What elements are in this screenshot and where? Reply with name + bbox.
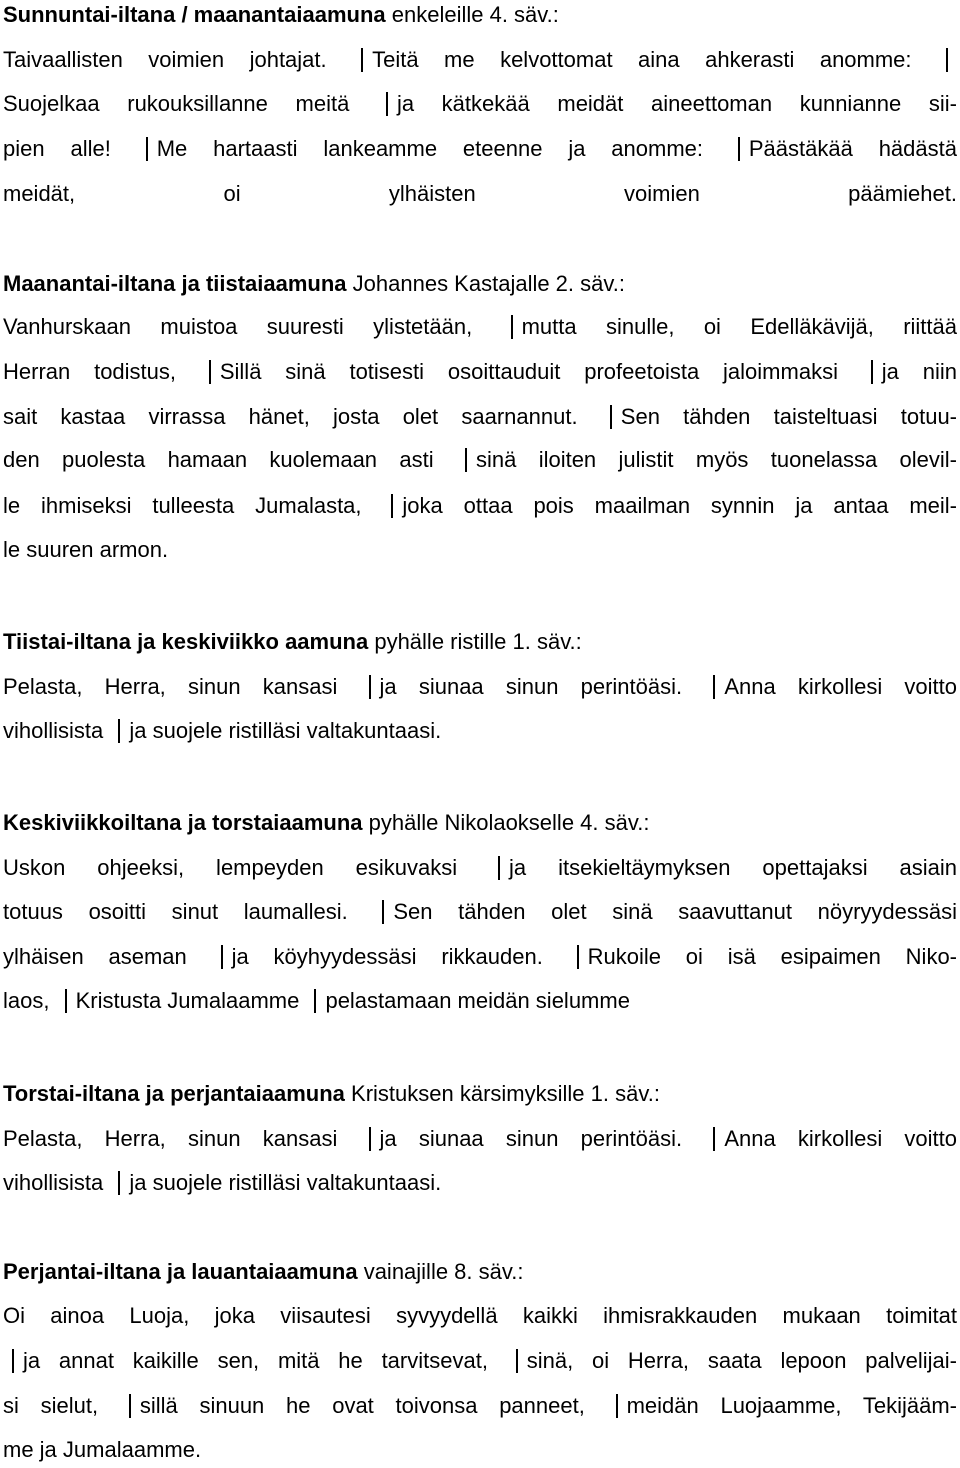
text-segment: Teitä me kelvottomat aina ahkerasti anomme: xyxy=(372,47,937,72)
text-segment: vihollisista xyxy=(3,1170,110,1195)
text-segment: sinä iloiten julistit myös tuonelassa olevil- xyxy=(475,447,957,472)
verse-separator-bar xyxy=(361,48,363,72)
text-line xyxy=(3,1126,957,1152)
text-segment: ja siunaa sinun perintöäsi. xyxy=(379,1126,705,1151)
text-segment: sinä, oi Herra, saata lepoon palvelijai- xyxy=(526,1348,957,1373)
text-line xyxy=(3,718,441,744)
text-line xyxy=(3,91,957,117)
text-segment: Päästäkää hädästä xyxy=(748,136,957,161)
verse-separator-bar xyxy=(221,945,223,969)
verse-separator-bar xyxy=(12,1349,14,1373)
text-line xyxy=(3,1393,957,1419)
text-segment: ja annat kaikille sen, mitä he tarvitsevat, xyxy=(23,1348,507,1373)
section-heading xyxy=(3,2,559,28)
text-segment: joka ottaa pois maailman synnin ja antaa meil- xyxy=(402,493,957,518)
verse-separator-bar xyxy=(511,315,513,339)
text-segment: Me hartaasti lankeamme eteenne ja anomme: xyxy=(156,136,729,161)
text-line xyxy=(3,404,957,430)
text-segment: totuus osoitti sinut laumallesi. xyxy=(3,899,374,924)
text-line xyxy=(3,1437,201,1463)
text-segment: pien alle! xyxy=(3,136,137,161)
verse-separator-bar xyxy=(713,675,715,699)
text-segment: Rukoile oi isä esipaimen Niko- xyxy=(587,944,957,969)
text-segment: me ja Jumalaamme. xyxy=(3,1437,202,1462)
heading-bold-text: Torstai-iltana ja perjantaiaamuna xyxy=(3,1081,345,1106)
text-segment: ja niin xyxy=(881,359,958,384)
text-line xyxy=(3,1348,957,1374)
text-segment: ja kätkekää meidät aineettoman kunnianne sii- xyxy=(396,91,957,116)
text-segment: Suojelkaa rukouksillanne meitä xyxy=(3,91,377,116)
heading-bold-text: Maanantai-iltana ja tiistaiaamuna xyxy=(3,271,347,296)
text-segment: sillä sinuun he ovat toivonsa panneet, xyxy=(139,1393,607,1418)
text-segment: Sen tähden taisteltuasi totuu- xyxy=(620,404,958,429)
text-segment: ja siunaa sinun perintöäsi. xyxy=(379,674,705,699)
heading-rest-text: vainajille 8. säv.: xyxy=(357,1259,524,1284)
text-segment: Herran todistus, xyxy=(3,359,200,384)
verse-separator-bar xyxy=(118,719,120,743)
text-segment: Sen tähden olet sinä saavuttanut nöyryydessäsi xyxy=(393,899,957,924)
section-heading xyxy=(3,1081,660,1107)
text-line xyxy=(3,988,630,1014)
text-segment: meidät, oi ylhäisten voimien päämiehet. xyxy=(3,181,957,206)
text-line xyxy=(3,447,957,473)
text-line xyxy=(3,47,957,73)
text-line xyxy=(3,314,957,340)
text-segment: ja köyhyydessäsi rikkauden. xyxy=(231,944,568,969)
verse-separator-bar xyxy=(610,405,612,429)
text-segment: Taivaallisten voimien johtajat. xyxy=(3,47,353,72)
text-line xyxy=(3,359,957,385)
heading-rest-text: pyhälle ristille 1. säv.: xyxy=(368,629,582,654)
text-line xyxy=(3,537,168,563)
text-segment: Sillä sinä totisesti osoittauduit profeetoista jaloimmaksi xyxy=(219,359,862,384)
text-segment: sait kastaa virrassa hänet, josta olet saarnannut. xyxy=(3,404,601,429)
text-segment: le suuren armon. xyxy=(3,537,169,562)
verse-separator-bar xyxy=(386,92,388,116)
text-line xyxy=(3,1170,441,1196)
text-line xyxy=(3,855,957,881)
text-line xyxy=(3,136,957,162)
heading-bold-text: Perjantai-iltana ja lauantaiaamuna xyxy=(3,1259,358,1284)
verse-separator-bar xyxy=(713,1127,715,1151)
text-segment: Oi ainoa Luoja, joka viisautesi syvyydellä kaikki ihmisrakkauden mukaan toimitat xyxy=(3,1303,957,1328)
verse-separator-bar xyxy=(314,989,316,1013)
verse-separator-bar xyxy=(369,1127,371,1151)
heading-rest-text: Johannes Kastajalle 2. säv.: xyxy=(346,271,625,296)
verse-separator-bar xyxy=(146,137,148,161)
text-line xyxy=(3,674,957,700)
heading-rest-text: Kristuksen kärsimyksille 1. säv.: xyxy=(344,1081,660,1106)
verse-separator-bar xyxy=(871,360,873,384)
heading-rest-text: pyhälle Nikolaokselle 4. säv.: xyxy=(362,810,650,835)
verse-separator-bar xyxy=(946,48,948,72)
text-segment: ja itsekieltäymyksen opettajaksi asiain xyxy=(509,855,957,880)
text-segment: Anna kirkollesi voitto xyxy=(724,674,957,699)
verse-separator-bar xyxy=(209,360,211,384)
text-segment: Vanhurskaan muistoa suuresti ylistetään, xyxy=(3,314,502,339)
text-line xyxy=(3,493,957,519)
heading-rest-text: enkeleille 4. säv.: xyxy=(385,2,559,27)
text-segment: laos, xyxy=(3,988,56,1013)
verse-separator-bar xyxy=(369,675,371,699)
text-segment: meidän Luojaamme, Tekijääm- xyxy=(626,1393,957,1418)
verse-separator-bar xyxy=(65,989,67,1013)
text-segment: ja suojele ristilläsi valtakuntaasi. xyxy=(129,1170,442,1195)
text-segment: Kristusta Jumalaamme xyxy=(75,988,306,1013)
text-line xyxy=(3,944,957,970)
text-line xyxy=(3,1303,957,1329)
section-heading xyxy=(3,1259,523,1285)
text-segment: Anna kirkollesi voitto xyxy=(724,1126,957,1151)
text-segment: Pelasta, Herra, sinun kansasi xyxy=(3,674,360,699)
section-heading xyxy=(3,271,625,297)
text-segment: le ihmiseksi tulleesta Jumalasta, xyxy=(3,493,383,518)
text-segment: ja suojele ristilläsi valtakuntaasi. xyxy=(129,718,442,743)
text-segment: pelastamaan meidän sielumme xyxy=(325,988,630,1013)
text-segment: Uskon ohjeeksi, lempeyden esikuvaksi xyxy=(3,855,490,880)
verse-separator-bar xyxy=(118,1171,120,1195)
text-segment: ylhäisen aseman xyxy=(3,944,212,969)
text-line xyxy=(3,899,957,925)
text-segment: den puolesta hamaan kuolemaan asti xyxy=(3,447,456,472)
text-segment: Pelasta, Herra, sinun kansasi xyxy=(3,1126,360,1151)
text-segment: vihollisista xyxy=(3,718,110,743)
heading-bold-text: Tiistai-iltana ja keskiviikko aamuna xyxy=(3,629,369,654)
text-line xyxy=(3,181,957,207)
section-heading xyxy=(3,810,649,836)
verse-separator-bar xyxy=(391,494,393,518)
section-heading xyxy=(3,629,582,655)
verse-separator-bar xyxy=(498,856,500,880)
verse-separator-bar xyxy=(465,448,467,472)
verse-separator-bar xyxy=(738,137,740,161)
text-segment: mutta sinulle, oi Edelläkävijä, riittää xyxy=(521,314,957,339)
heading-bold-text: Keskiviikkoiltana ja torstaiaamuna xyxy=(3,810,363,835)
verse-separator-bar xyxy=(516,1349,518,1373)
text-segment: si sielut, xyxy=(3,1393,120,1418)
verse-separator-bar xyxy=(129,1394,131,1418)
verse-separator-bar xyxy=(382,900,384,924)
verse-separator-bar xyxy=(616,1394,618,1418)
heading-bold-text: Sunnuntai-iltana / maanantaiaamuna xyxy=(3,2,386,27)
verse-separator-bar xyxy=(577,945,579,969)
